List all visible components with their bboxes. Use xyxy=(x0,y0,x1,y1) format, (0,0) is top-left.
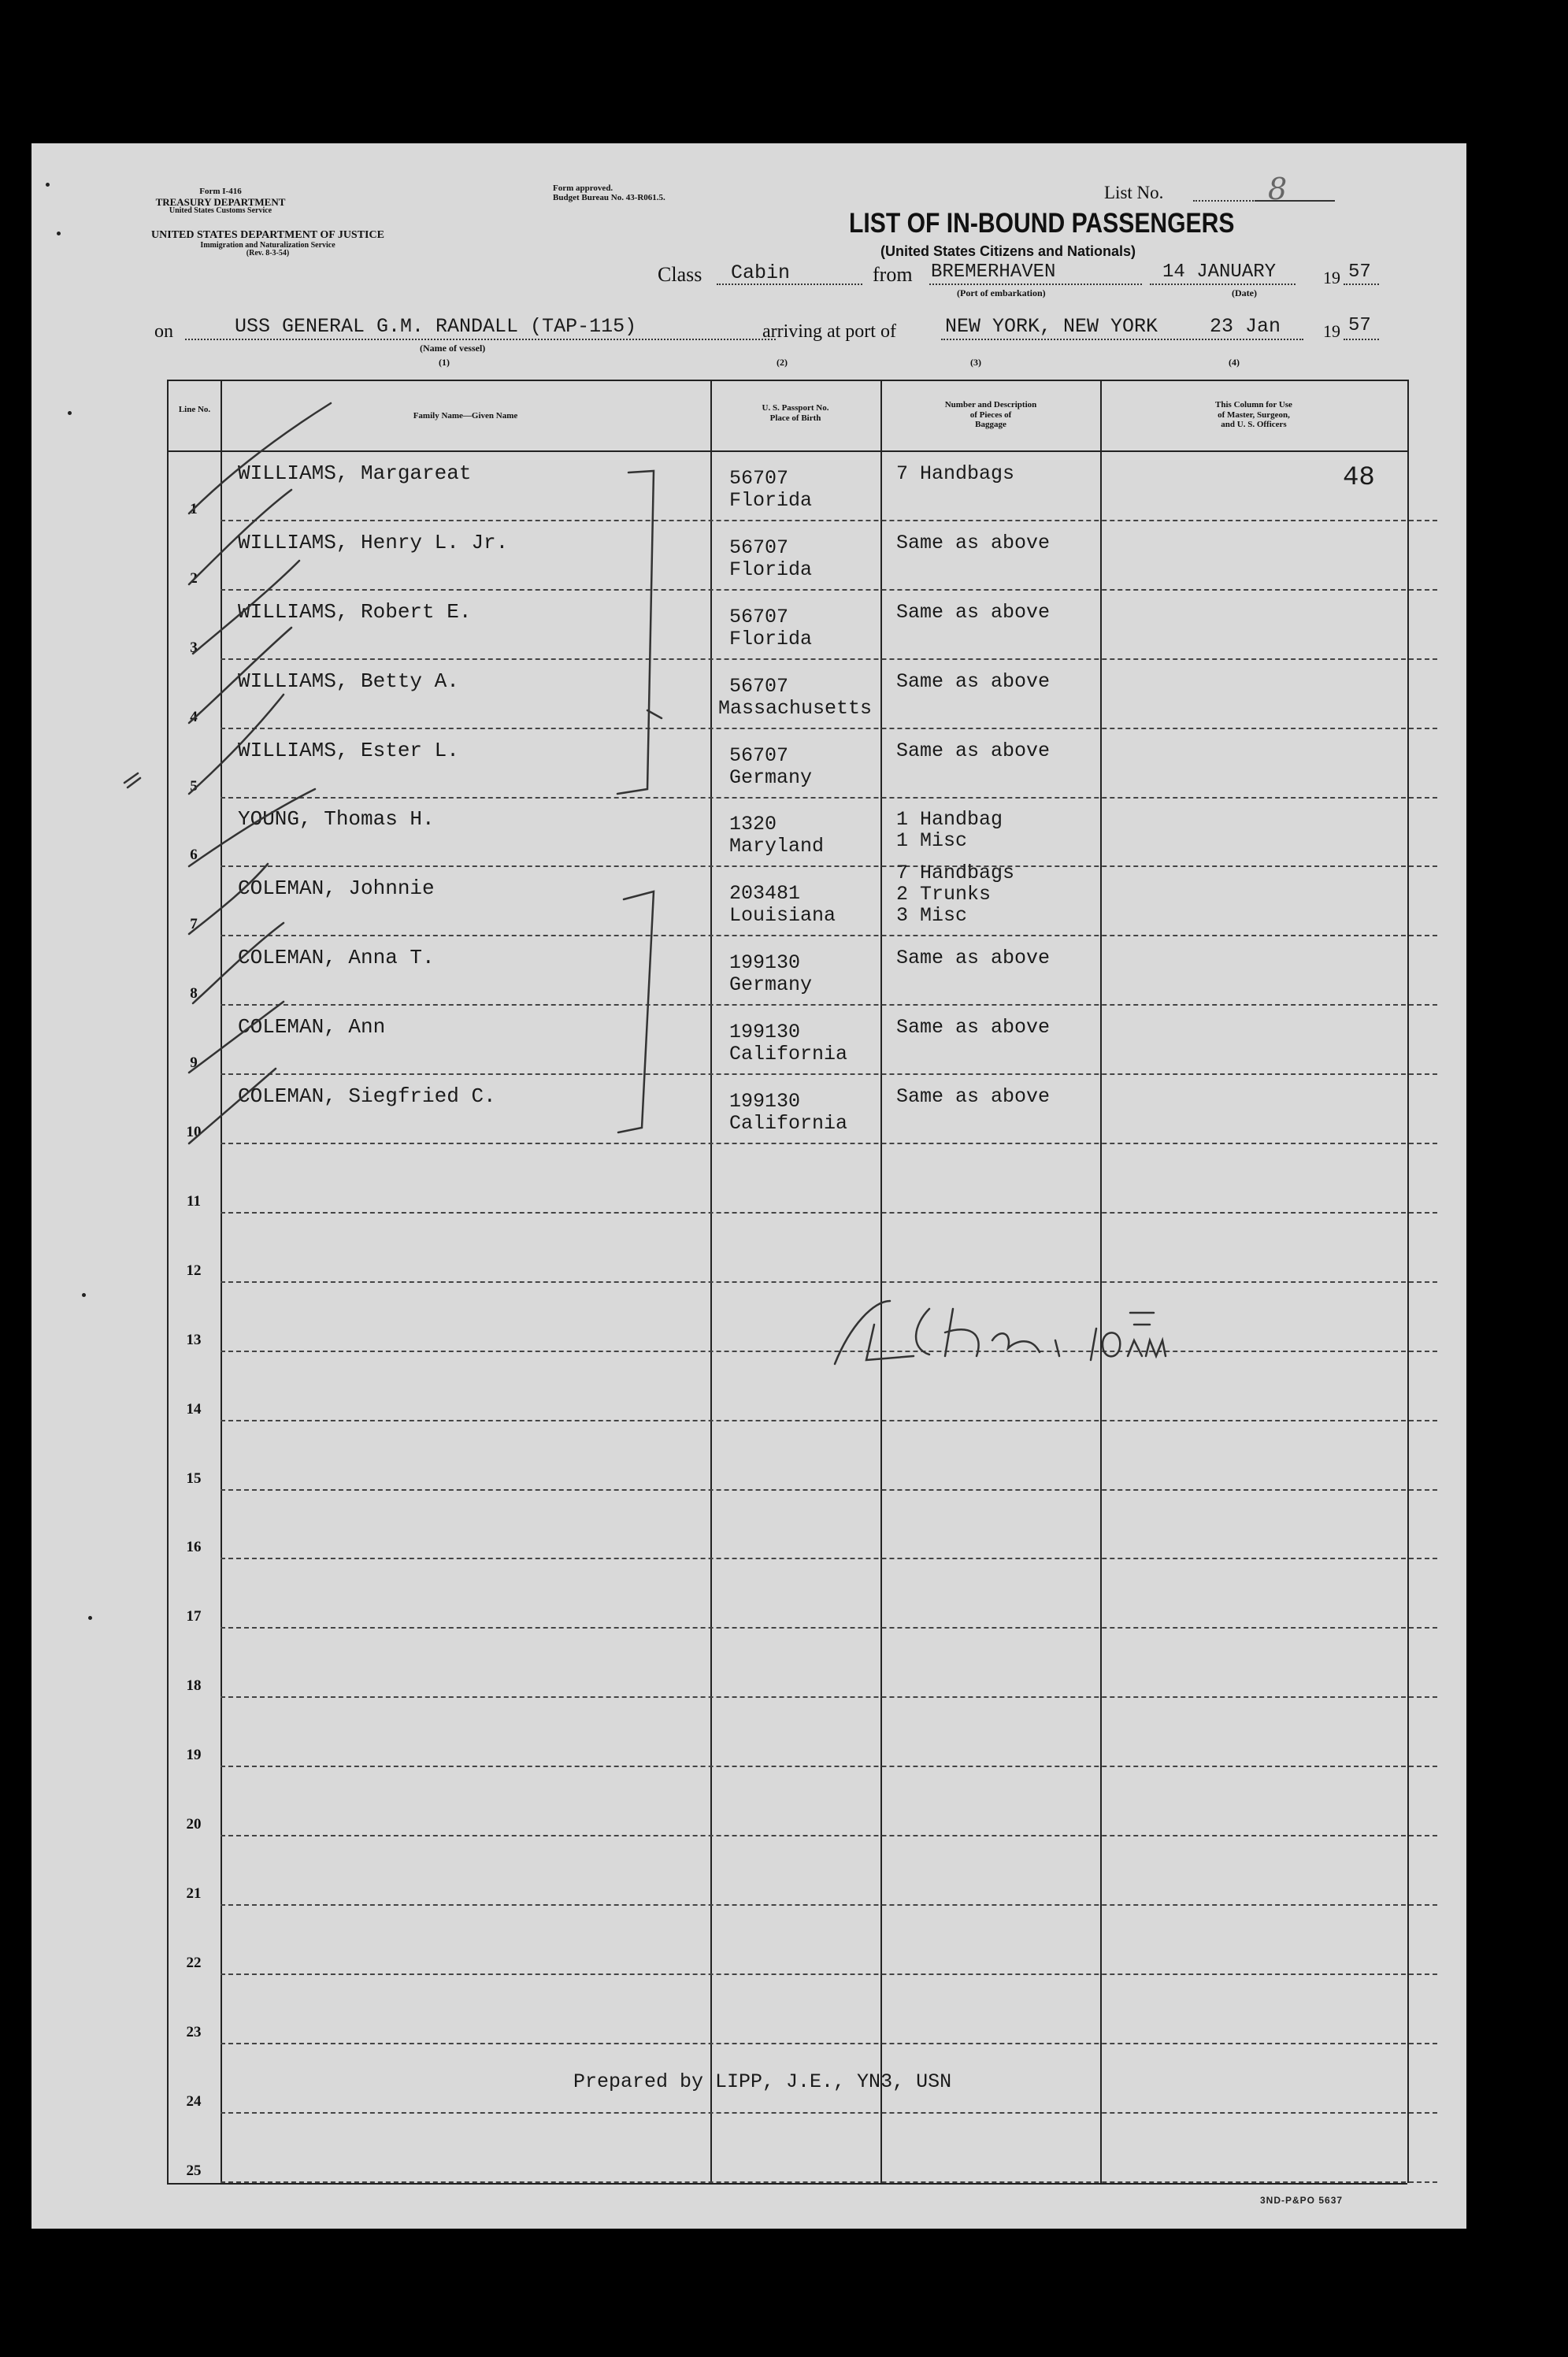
place-of-birth: Germany xyxy=(729,765,813,789)
col-head-line-no: Line No. xyxy=(178,405,211,414)
baggage-line: 1 Misc xyxy=(896,829,968,853)
col-head-name: Family Name—Given Name xyxy=(413,411,518,421)
baggage-line: Same as above xyxy=(896,600,1051,624)
passport-number: 56707 xyxy=(729,536,789,559)
baggage-line: Same as above xyxy=(896,1085,1051,1108)
col-head-officers-1: This Column for Use xyxy=(1215,400,1292,410)
baggage-line: Same as above xyxy=(896,531,1051,554)
line-number: 3 xyxy=(190,639,198,656)
line-number: 12 xyxy=(186,1262,202,1279)
arrival-year-prefix: 19 xyxy=(1323,321,1340,341)
line-number: 4 xyxy=(190,708,198,725)
line-number: 1 xyxy=(190,500,198,517)
passport-number: 56707 xyxy=(729,743,789,767)
line-number: 7 xyxy=(190,916,198,933)
embark-date: 14 JANUARY xyxy=(1162,261,1277,283)
col-head-passport-1: U. S. Passport No. xyxy=(762,403,829,413)
officer-mark: 48 xyxy=(1343,462,1375,493)
col-head-baggage-1: Number and Description xyxy=(944,400,1037,410)
passenger-name: COLEMAN, Ann xyxy=(238,1015,386,1040)
line-number: 10 xyxy=(186,1124,202,1140)
baggage-line: Same as above xyxy=(896,947,1051,970)
passenger-name: WILLIAMS, Robert E. xyxy=(238,599,472,624)
check-mark-row-6 xyxy=(189,789,315,866)
line-number: 24 xyxy=(186,2092,202,2110)
treasury-department: TREASURY DEPARTMENT xyxy=(155,195,286,208)
passport-number: 1320 xyxy=(729,813,777,836)
check-mark-row-9 xyxy=(189,1002,284,1073)
baggage-line: Same as above xyxy=(896,739,1051,762)
year-value: 57 xyxy=(1348,261,1371,283)
col-head-officers-3: and U. S. Officers xyxy=(1221,420,1287,430)
line-number: 17 xyxy=(186,1608,202,1625)
place-of-birth: Florida xyxy=(729,488,813,512)
arriving-label: arriving at port of xyxy=(762,321,896,342)
place-of-birth: California xyxy=(729,1043,848,1066)
form-number: Form I-416 xyxy=(199,187,242,196)
revision: (Rev. 8-3-54) xyxy=(246,249,290,258)
check-mark-row-4 xyxy=(189,628,291,723)
embark-port: BREMERHAVEN xyxy=(931,261,1056,283)
list-no-label: List No. xyxy=(1104,183,1164,202)
line-number: 8 xyxy=(190,985,198,1002)
check-mark-row-10 xyxy=(189,1069,276,1143)
embark-caption: (Port of embarkation) xyxy=(957,287,1046,298)
col-head-officers-2: of Master, Surgeon, xyxy=(1218,410,1290,420)
line-number: 13 xyxy=(186,1331,202,1348)
class-label: Class xyxy=(658,263,702,286)
passport-number: 199130 xyxy=(729,1090,801,1113)
place-of-birth: Louisiana xyxy=(729,904,836,928)
line-number: 20 xyxy=(186,1816,202,1833)
line-number: 11 xyxy=(187,1192,201,1210)
signature-time xyxy=(1091,1313,1166,1360)
passenger-name: COLEMAN, Johnnie xyxy=(238,876,435,901)
line-number: 21 xyxy=(186,1884,202,1902)
passport-number: 203481 xyxy=(729,882,801,906)
print-code: 3ND-P&PO 5637 xyxy=(1260,2195,1344,2206)
from-label: from xyxy=(873,263,913,286)
prepared-by: Prepared by LIPP, J.E., YN3, USN xyxy=(573,2070,952,2093)
vessel-name: USS GENERAL G.M. RANDALL (TAP-115) xyxy=(235,315,637,338)
form-sheet xyxy=(32,143,1466,2229)
passenger-name: YOUNG, Thomas H. xyxy=(238,807,435,832)
place-of-birth: California xyxy=(729,1112,848,1135)
passenger-name: WILLIAMS, Ester L. xyxy=(238,738,459,762)
line-number: 2 xyxy=(190,569,198,587)
handwritten-marks xyxy=(32,143,1466,2229)
passenger-name: WILLIAMS, Henry L. Jr. xyxy=(238,530,509,554)
justice-department: UNITED STATES DEPARTMENT OF JUSTICE xyxy=(151,229,384,241)
check-mark-row-2 xyxy=(189,490,291,584)
line-number: 18 xyxy=(186,1677,202,1695)
form-approved: Form approved. xyxy=(553,183,613,193)
check-mark-row-1 xyxy=(189,403,331,513)
bracket-williams xyxy=(617,471,662,794)
budget-bureau: Budget Bureau No. 43-R061.5. xyxy=(553,192,665,202)
col-head-baggage-2: of Pieces of xyxy=(969,410,1012,420)
baggage-line: 7 Handbags xyxy=(896,461,1015,485)
line-number: 9 xyxy=(190,1054,198,1072)
baggage-line: 2 Trunks xyxy=(896,883,992,906)
arrival-date: 23 Jan xyxy=(1210,315,1281,338)
column-ref-2: (2) xyxy=(777,357,788,368)
place-of-birth: Maryland xyxy=(729,835,825,858)
passport-number: 199130 xyxy=(729,1021,801,1044)
line-number: 25 xyxy=(186,2162,202,2179)
passport-number: 56707 xyxy=(729,674,789,698)
check-mark-row-8 xyxy=(193,923,284,1003)
column-ref-3: (3) xyxy=(970,357,981,368)
arrival-year: 57 xyxy=(1348,315,1371,336)
col-head-passport-2: Place of Birth xyxy=(769,413,821,423)
baggage-line: 3 Misc xyxy=(896,904,968,928)
column-ref-4: (4) xyxy=(1229,357,1240,368)
check-mark-row-3 xyxy=(193,561,299,654)
vessel-caption: (Name of vessel) xyxy=(420,343,486,354)
line-number: 22 xyxy=(186,1954,202,1971)
col-head-baggage-3: Baggage xyxy=(975,420,1006,430)
baggage-line: Same as above xyxy=(896,1016,1051,1040)
line-number: 5 xyxy=(190,777,198,795)
line-number: 14 xyxy=(186,1400,202,1418)
line-number: 16 xyxy=(186,1539,202,1556)
passenger-name: COLEMAN, Siegfried C. xyxy=(238,1084,496,1108)
class-value: Cabin xyxy=(731,261,791,284)
check-mark-row-7 xyxy=(189,864,268,934)
passport-number: 56707 xyxy=(729,466,789,490)
line-number: 23 xyxy=(186,2023,202,2040)
passenger-name: WILLIAMS, Margareat xyxy=(238,461,472,485)
baggage-line: 7 Handbags xyxy=(896,862,1015,885)
passenger-name: WILLIAMS, Betty A. xyxy=(238,669,459,693)
on-label: on xyxy=(154,321,173,342)
column-ref-1: (1) xyxy=(439,357,450,368)
place-of-birth: Florida xyxy=(729,627,813,650)
passport-number: 199130 xyxy=(729,951,801,975)
baggage-line: Same as above xyxy=(896,669,1051,693)
page-subtitle: (United States Citizens and Nationals) xyxy=(880,243,1136,259)
arrival-port: NEW YORK, NEW YORK xyxy=(945,315,1158,338)
date-caption: (Date) xyxy=(1232,287,1257,298)
bracket-coleman xyxy=(618,891,654,1132)
year-prefix: 19 xyxy=(1323,268,1340,287)
signature-stroke xyxy=(835,1301,1059,1364)
line-number: 19 xyxy=(186,1747,202,1764)
customs-service: United States Customs Service xyxy=(169,206,272,216)
passport-number: 56707 xyxy=(729,605,789,628)
list-no-value: 8 xyxy=(1268,172,1288,206)
ins-service: Immigration and Naturalization Service xyxy=(200,240,335,250)
baggage-line: 1 Handbag xyxy=(896,808,1003,832)
line-number: 15 xyxy=(186,1469,202,1487)
place-of-birth: Florida xyxy=(729,558,813,581)
passenger-name: COLEMAN, Anna T. xyxy=(238,946,435,970)
place-of-birth: Massachusetts xyxy=(718,696,873,720)
line-number: 6 xyxy=(190,847,198,864)
page-title: LIST OF IN-BOUND PASSENGERS xyxy=(849,208,1235,239)
margin-mark xyxy=(124,773,140,788)
place-of-birth: Germany xyxy=(729,973,813,997)
